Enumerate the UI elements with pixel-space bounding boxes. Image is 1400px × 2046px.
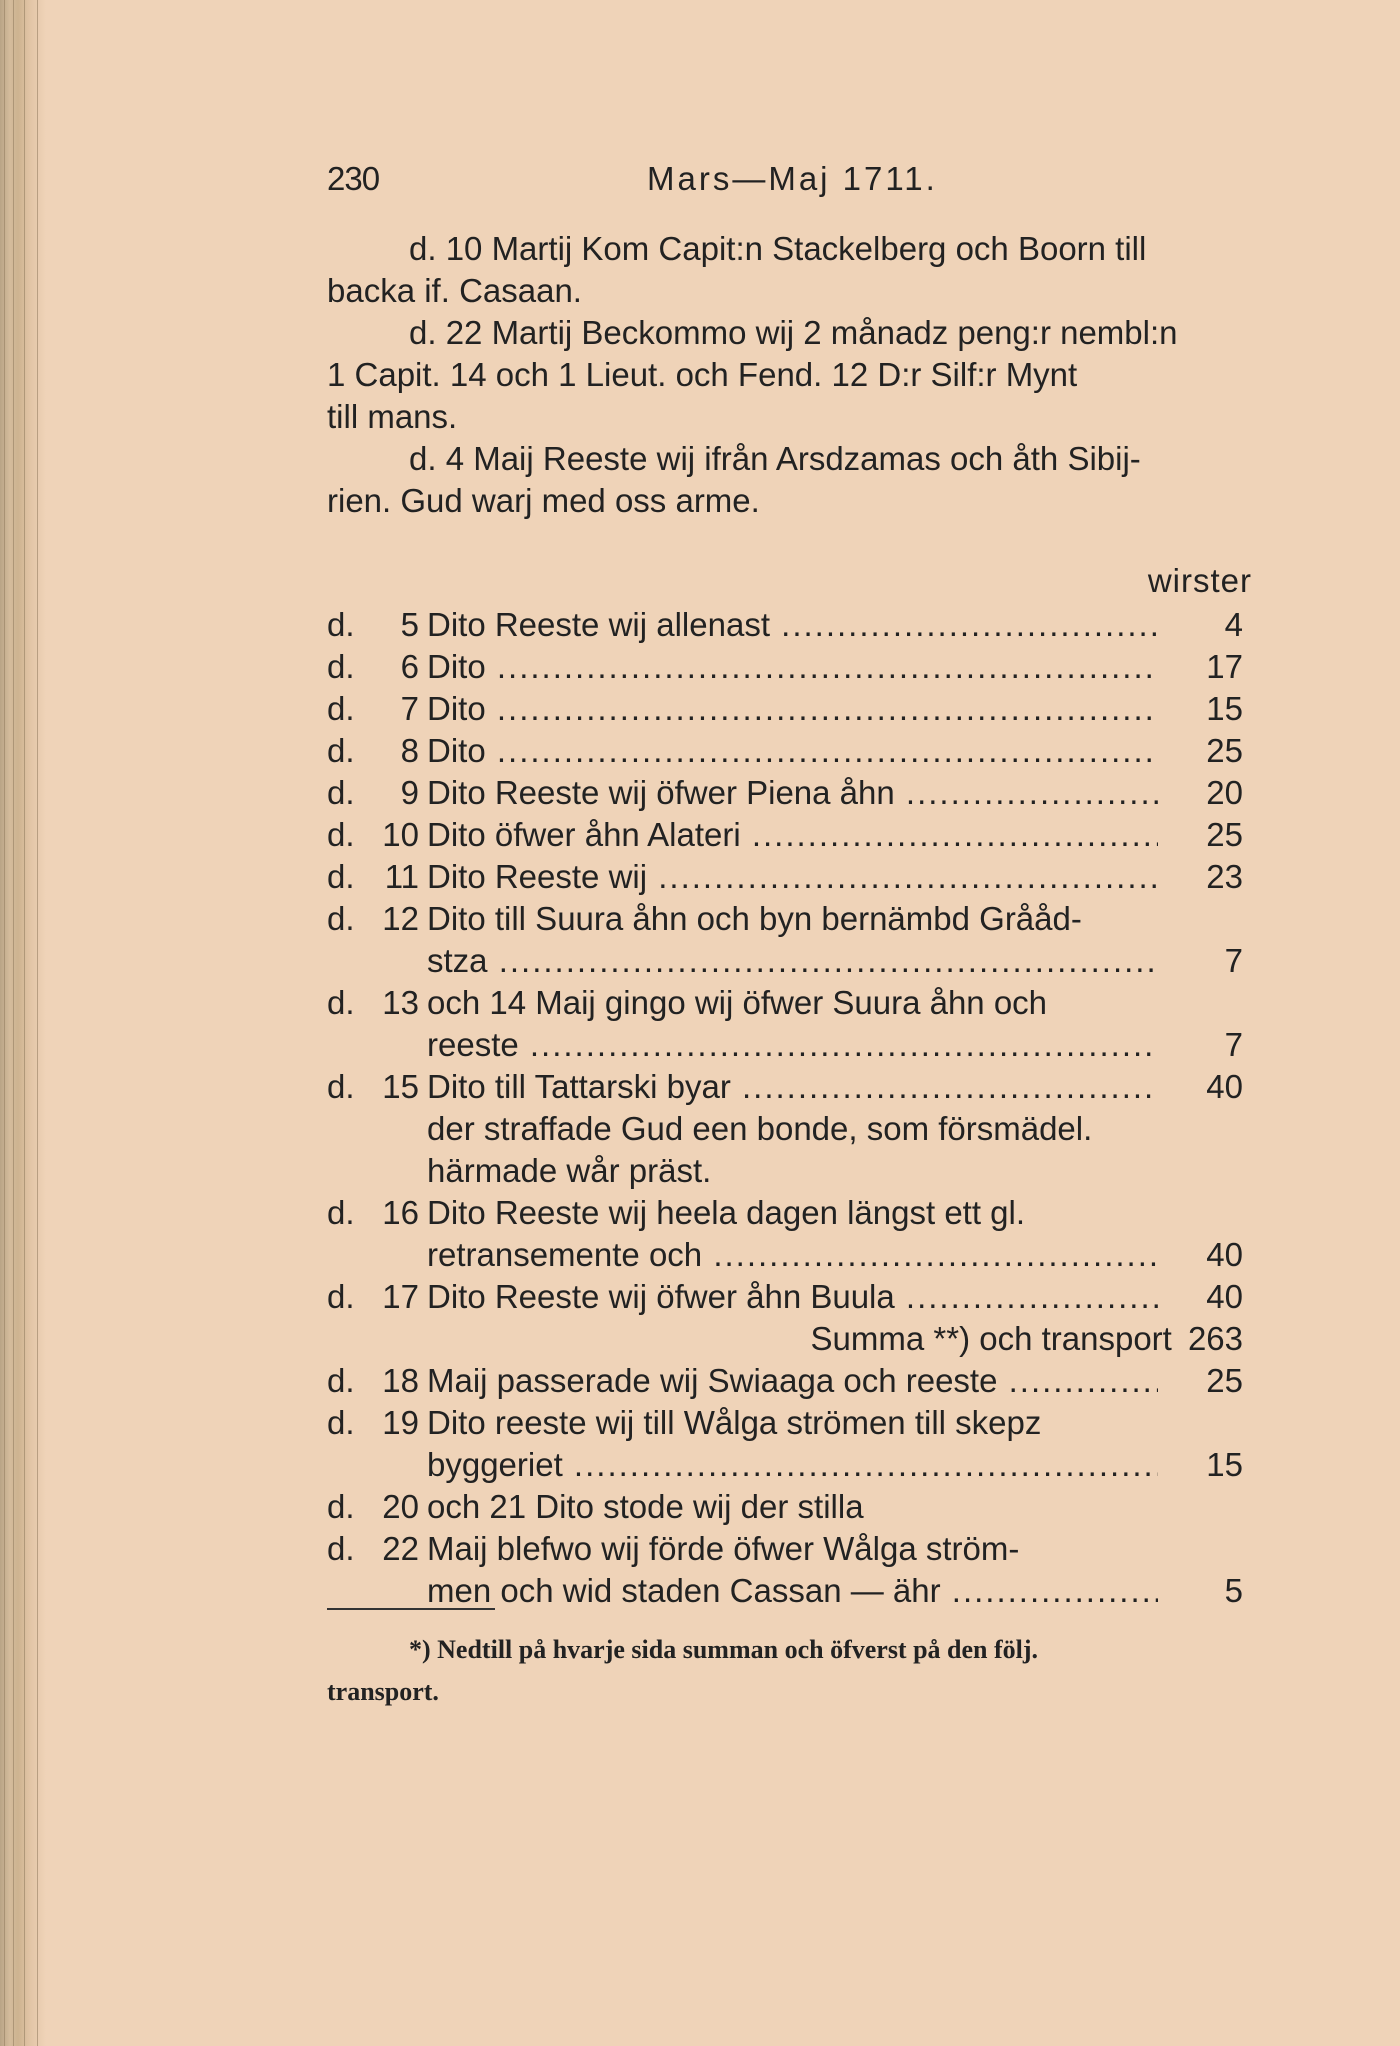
paragraph (327, 312, 1253, 438)
list-item: d. 11 Dito Reeste wij ..... 23 (327, 856, 1253, 898)
footnote-line: transport. (327, 1677, 439, 1706)
distance-value: 40 (1206, 1068, 1243, 1105)
paragraph-line: 1 Capit. 14 och 1 Lieut. och Fend. 12 D:r Silf:r Mynt (327, 356, 1078, 393)
list-item: d. 19 Dito reeste wij till Wålga strömen till skepz (327, 1404, 1042, 1441)
distance-value: 25 (1206, 816, 1243, 853)
paragraph-line: backa if. Casaan. (327, 272, 582, 309)
list-item: d. 12 Dito till Suura åhn och byn bernämbd Grååd- (327, 900, 1082, 937)
list-item-continuation: men och wid staden Cassan — ähr ..... 5 (327, 1570, 1253, 1612)
list-item: d. 16 Dito Reeste wij heela dagen längst ett gl. (327, 1194, 1026, 1231)
list-item: d. 15 Dito till Tattarski byar ..... 40 (327, 1066, 1253, 1108)
list-item-continuation: reeste ..... 7 (327, 1024, 1253, 1066)
list-item: d. 6 Dito ..... 17 (327, 646, 1253, 688)
unit-label: wirster (1147, 562, 1252, 599)
list-item-continuation: härmade wår präst. (427, 1152, 712, 1189)
list-item-continuation: retransemente och ..... 40 (327, 1234, 1253, 1276)
summa-value: 263 (1187, 1320, 1243, 1357)
page-number: 230 (327, 160, 380, 197)
paragraph-line: d. 4 Maij Reeste wij ifrån Arsdzamas och åth Sibij- (409, 440, 1141, 477)
distance-value: 4 (1224, 606, 1243, 643)
distance-value: 7 (1224, 942, 1243, 979)
list-item: d. 20 och 21 Dito stode wij der stilla (327, 1488, 864, 1525)
distance-value: 23 (1206, 858, 1243, 895)
footnote (327, 1629, 1253, 1713)
list-item: d. 22 Maij blefwo wij förde öfwer Wålga ström- (327, 1530, 1020, 1567)
list-item: d. 8 Dito ..... 25 (327, 730, 1253, 772)
list-item: d. 10 Dito öfwer åhn Alateri ..... 25 (327, 814, 1253, 856)
list-item: d. 7 Dito ..... 15 (327, 688, 1253, 730)
paragraph-line: till mans. (327, 398, 458, 435)
summa-label: Summa **) och transport 263 (643, 1318, 1243, 1360)
distance-value: 5 (1224, 1572, 1243, 1609)
distance-value: 25 (1206, 1362, 1243, 1399)
footnote-line: *) Nedtill på hvarje sida summan och öfverst på den följ. (409, 1635, 1039, 1664)
list-item: d. 13 och 14 Maij gingo wij öfwer Suura åhn och (327, 984, 1048, 1021)
list-item: d. 5 Dito Reeste wij allenast ..... 4 (327, 604, 1253, 646)
list-item-continuation: stza ..... 7 (327, 940, 1253, 982)
footnote-rule (327, 1608, 495, 1610)
running-title: Mars—Maj 1711. (647, 160, 938, 197)
list-item: d. 9 Dito Reeste wij öfwer Piena åhn ..... 20 (327, 772, 1253, 814)
list-item: d. 17 Dito Reeste wij öfwer åhn Buula ..... 40 (327, 1276, 1253, 1318)
paragraph-line: d. 22 Martij Beckommo wij 2 månadz peng:r nembl:n (409, 314, 1178, 351)
page-header (327, 160, 1257, 202)
distance-value: 25 (1206, 732, 1243, 769)
paragraph (327, 438, 1253, 522)
distance-value: 20 (1206, 774, 1243, 811)
distance-value: 7 (1224, 1026, 1243, 1063)
paragraph-line: rien. Gud warj med oss arme. (327, 482, 760, 519)
list-item: d. 18 Maij passerade wij Swiaaga och reeste ..... 25 (327, 1360, 1253, 1402)
distance-value: 40 (1206, 1278, 1243, 1315)
summa-row (327, 1318, 1253, 1360)
distance-value: 40 (1206, 1236, 1243, 1273)
list-item-continuation: der straffade Gud een bonde, som försmädel. (427, 1110, 1093, 1147)
distance-value: 15 (1206, 690, 1243, 727)
distance-value: 17 (1206, 648, 1243, 685)
paragraph-line: d. 10 Martij Kom Capit:n Stackelberg och Boorn till (409, 230, 1147, 267)
paragraph (327, 228, 1253, 312)
distance-value: 15 (1206, 1446, 1243, 1483)
list-item-continuation: byggeriet ..... 15 (327, 1444, 1253, 1486)
